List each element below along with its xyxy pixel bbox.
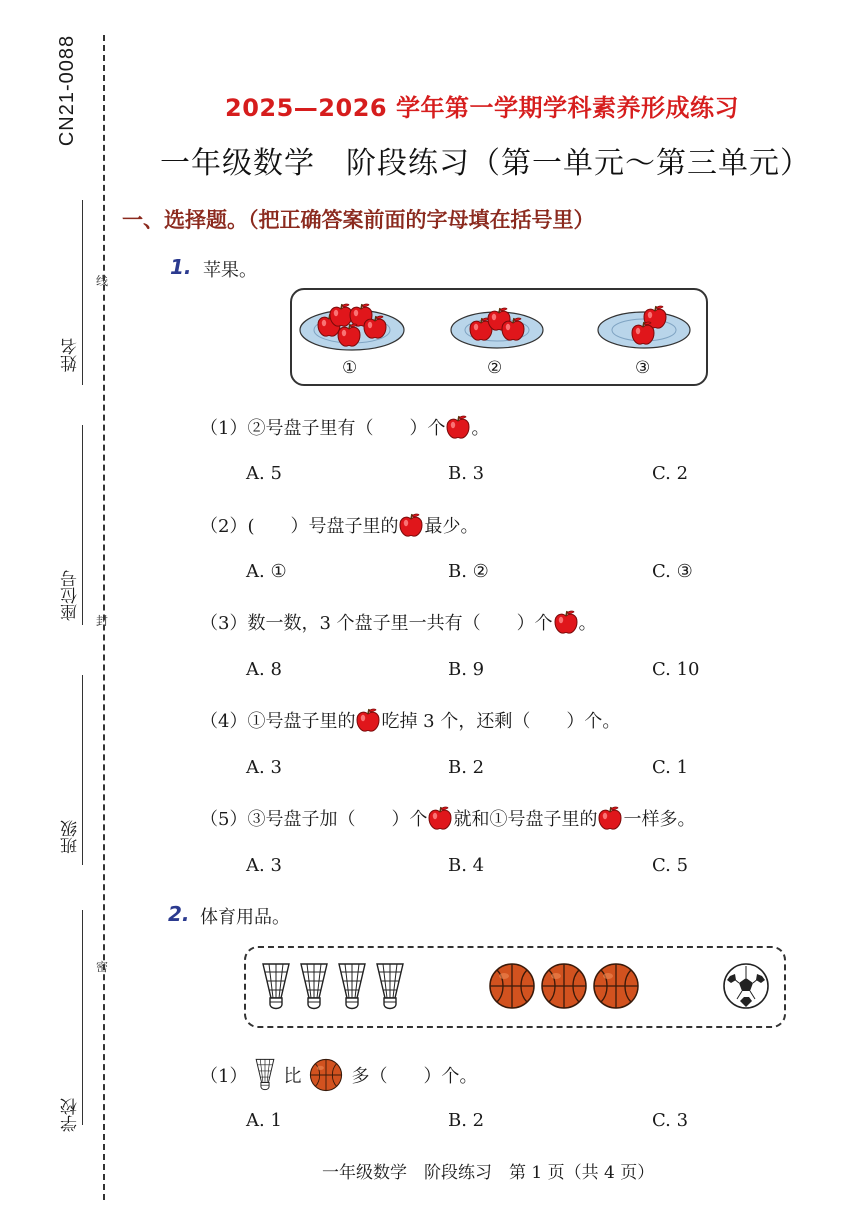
plate-3 xyxy=(598,306,690,348)
option-b[interactable]: B. ② xyxy=(448,561,489,582)
option-a[interactable]: A. 1 xyxy=(246,1110,282,1131)
plate-2 xyxy=(451,308,543,348)
option-c[interactable]: C. 2 xyxy=(652,463,689,484)
item-text: （2）( ）号盘子里的 xyxy=(200,516,399,537)
section-title: 一、选择题。（把正确答案前面的字母填在括号里） xyxy=(122,208,595,232)
basketball-icon xyxy=(594,964,638,1008)
item-text: （3）数一数，3 个盘子里一共有（ ）个 xyxy=(200,613,553,634)
plate-1 xyxy=(300,304,404,350)
apple-icon xyxy=(427,805,453,831)
apple-icon xyxy=(330,304,352,326)
item-text: 。 xyxy=(471,418,490,439)
question-item-1 xyxy=(200,414,489,440)
option-c[interactable]: C. ③ xyxy=(652,561,693,582)
paper-code: CN21-0088 xyxy=(56,34,79,146)
option-b[interactable]: B. 2 xyxy=(448,1110,485,1131)
option-a[interactable]: A. 8 xyxy=(246,659,282,680)
plate-label: ① xyxy=(342,358,358,378)
shuttlecock-icon xyxy=(301,964,327,1009)
option-c[interactable]: C. 5 xyxy=(652,855,689,876)
apple-icon xyxy=(597,805,623,831)
apple-plates-figure xyxy=(290,288,708,386)
item-text: 就和①号盘子里的 xyxy=(453,809,598,830)
seat-label: 座位号 xyxy=(61,570,81,621)
apple-icon xyxy=(355,707,381,733)
item-text: （5）③号盘子加（ ）个 xyxy=(200,809,428,830)
item-text: 比 xyxy=(283,1066,302,1087)
page-title: 2025—2026 学年第一学期学科素养形成练习 xyxy=(225,94,739,122)
option-b[interactable]: B. 3 xyxy=(448,463,485,484)
question2-item-1 xyxy=(200,1058,477,1092)
school-label: 学校 xyxy=(61,1098,81,1132)
sports-figure xyxy=(244,946,786,1028)
school-blank-line xyxy=(82,910,83,1125)
shuttlecock-icon xyxy=(263,964,289,1009)
apple-icon xyxy=(398,512,424,538)
shuttlecock-icon xyxy=(377,964,403,1009)
sports-illustration xyxy=(246,948,784,1026)
basketball-icon xyxy=(542,964,586,1008)
seal-char-line: 线 xyxy=(96,274,109,288)
page-footer: 一年级数学 阶段练习 第 1 页（共 4 页） xyxy=(322,1163,655,1183)
item-text: 最少。 xyxy=(424,516,479,537)
plate-label: ② xyxy=(487,358,503,378)
item-text: （1） xyxy=(200,1066,248,1087)
question-number: 2. xyxy=(168,902,190,926)
option-a[interactable]: A. ① xyxy=(246,561,287,582)
shuttlecock-icon xyxy=(339,964,365,1009)
page-subtitle: 一年级数学 阶段练习（第一单元～第三单元） xyxy=(160,146,811,181)
option-a[interactable]: A. 3 xyxy=(246,855,282,876)
apple-icon xyxy=(445,414,471,440)
question-item-5 xyxy=(200,805,695,831)
seal-char-secret: 密 xyxy=(96,960,109,974)
item-text: （4）①号盘子里的 xyxy=(200,711,356,732)
item-text: 一样多。 xyxy=(623,809,696,830)
question-title: 体育用品。 xyxy=(200,907,290,928)
binding-dashed-line xyxy=(103,35,105,1200)
option-b[interactable]: B. 9 xyxy=(448,659,485,680)
item-text: 。 xyxy=(578,613,597,634)
option-c[interactable]: C. 10 xyxy=(652,659,700,680)
seal-char-seal: 封 xyxy=(96,614,109,628)
item-text: （1）②号盘子里有（ ）个 xyxy=(200,418,446,439)
option-b[interactable]: B. 2 xyxy=(448,757,485,778)
option-a[interactable]: A. 5 xyxy=(246,463,282,484)
shuttlecock-icon xyxy=(253,1058,277,1092)
question-item-4 xyxy=(200,707,620,733)
apple-icon xyxy=(553,609,579,635)
soccer-ball-icon xyxy=(724,964,768,1008)
basketball-icon xyxy=(490,964,534,1008)
plate-label: ③ xyxy=(635,358,651,378)
option-c[interactable]: C. 1 xyxy=(652,757,689,778)
question-number: 1. xyxy=(170,255,192,279)
basketball-icon xyxy=(309,1058,343,1092)
option-b[interactable]: B. 4 xyxy=(448,855,485,876)
class-label: 班级 xyxy=(61,820,81,854)
name-label: 姓名 xyxy=(61,338,81,372)
question-item-2 xyxy=(200,512,478,538)
item-text: 吃掉 3 个，还剩（ ）个。 xyxy=(381,711,621,732)
option-a[interactable]: A. 3 xyxy=(246,757,282,778)
option-c[interactable]: C. 3 xyxy=(652,1110,689,1131)
question-title: 苹果。 xyxy=(203,260,257,281)
item-text: 多（ ）个。 xyxy=(351,1066,478,1087)
question-item-3 xyxy=(200,609,597,635)
